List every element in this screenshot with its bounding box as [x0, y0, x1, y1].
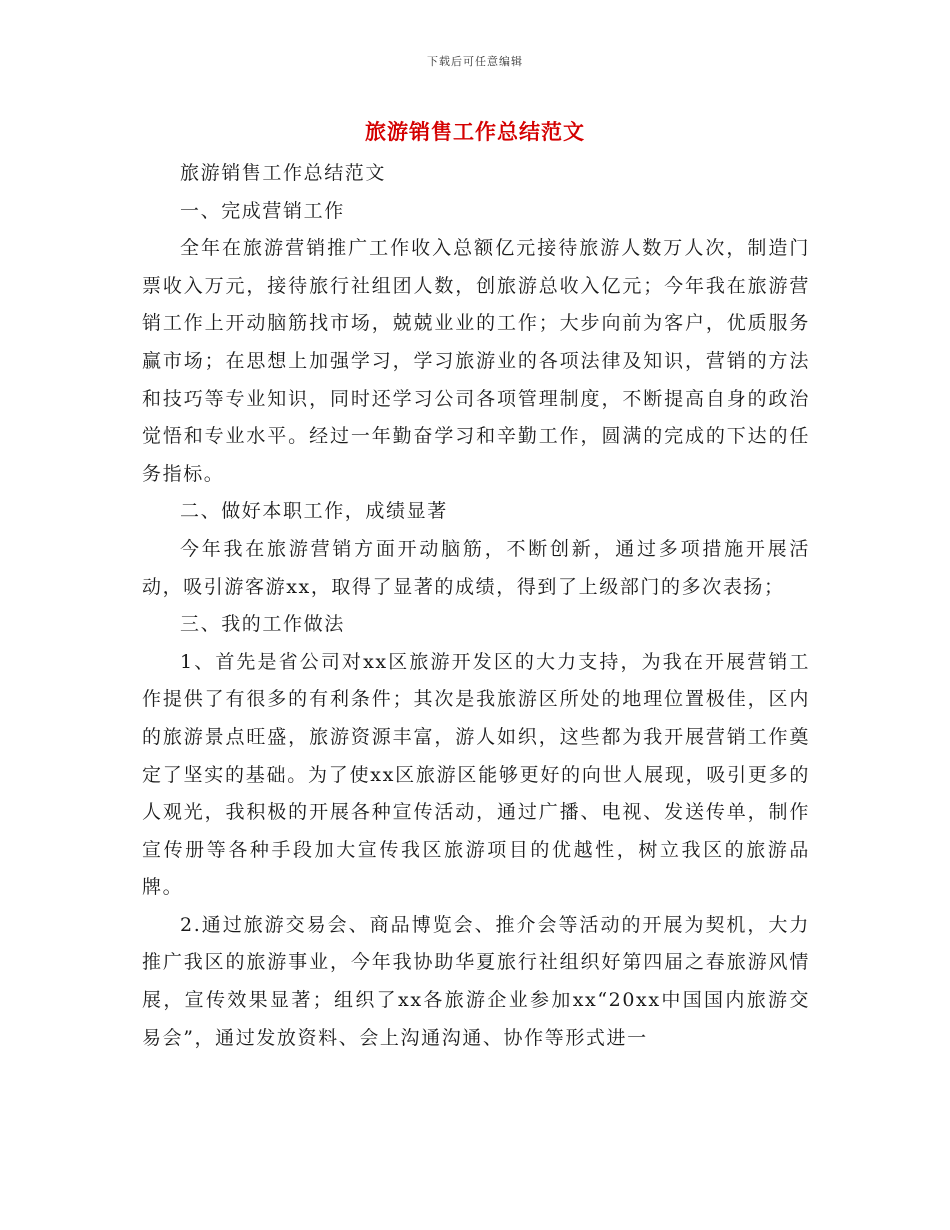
- section-heading-3: 三、我的工作做法: [180, 613, 345, 636]
- paragraph-marketing-work: 全年在旅游营销推广工作收入总额亿元接待旅游人数万人次，制造门票收入万元，接待旅行社组团人数，创旅游总收入亿元；今年我在旅游营销工作上开动脑筋找市场，兢兢业业的工作；大步向前为客户，优质服务赢市场；在思想上加强学习，学习旅游业的各项法律及知识，营销的方法和技巧等专业知识，同时还学习公司各项管理制度，不断提高自身的政治觉悟和专业水平。经过一年勤奋学习和辛勤工作，圆满的完成的下达的任务指标。: [142, 237, 810, 485]
- section-heading-1: 一、完成营销工作: [180, 199, 345, 222]
- paragraph-method-1: 1、首先是省公司对xx区旅游开发区的大力支持，为我在开展营销工作提供了有很多的有利条件；其次是我旅游区所处的地理位置极佳，区内的旅游景点旺盛，旅游资源丰富，游人如织，这些都为我开展营销工作奠定了坚实的基础。为了使xx区旅游区能够更好的向世人展现，吸引更多的人观光，我积极的开展各种宣传活动，通过广播、电视、发送传单，制作宣传册等各种手段加大宣传我区旅游项目的优越性，树立我区的旅游品牌。: [142, 650, 810, 899]
- document-title: 旅游销售工作总结范文: [365, 119, 585, 144]
- document-body: [142, 155, 810, 1057]
- section-heading-2: 二、做好本职工作，成绩显著: [180, 500, 448, 523]
- paragraph-subtitle: 旅游销售工作总结范文: [180, 162, 387, 184]
- header-note: 下载后可任意编辑: [427, 55, 523, 68]
- paragraph-achievements: 今年我在旅游营销方面开动脑筋，不断创新，通过多项措施开展活动，吸引游客游xx，取得了显著的成绩，得到了上级部门的多次表扬；: [142, 537, 810, 598]
- paragraph-method-2: 2.通过旅游交易会、商品博览会、推介会等活动的开展为契机，大力推广我区的旅游事业，今年我协助华夏旅行社组织好第四届之春旅游风情展，宣传效果显著；组织了xx各旅游企业参加xx“20xx中国国内旅游交易会”，通过发放资料、会上沟通沟通、协作等形式进一: [142, 913, 810, 1049]
